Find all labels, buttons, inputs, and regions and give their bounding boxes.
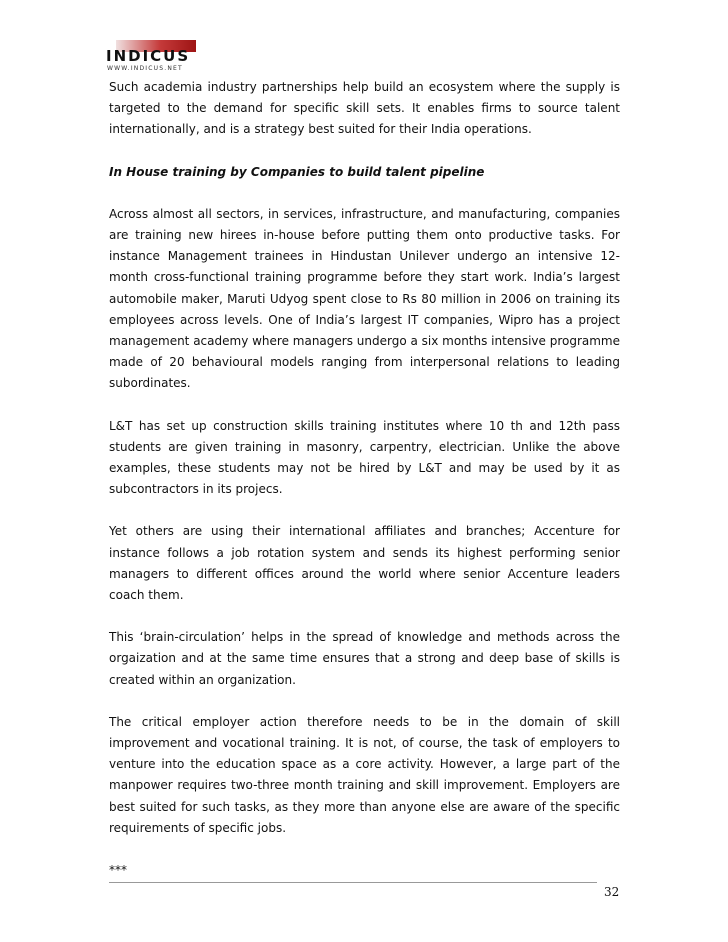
footer-divider: [109, 882, 597, 883]
paragraph-lt-training: L&T has set up construction skills training institutes where 10 th and 12th pass students are given training in masonry, carpentry, electrician. Unlike the above examples, these students may not be hired by L&T and may be used by it as subcontractors in its projecs.: [109, 418, 620, 497]
document-body: [109, 77, 620, 881]
section-heading: In House training by Companies to build talent pipeline: [109, 164, 485, 179]
logo-url: WWW.INDICUS.NET: [107, 65, 183, 72]
logo-name: INDICUS: [106, 47, 191, 65]
paragraph-brain-circulation: This ‘brain-circulation’ helps in the spread of knowledge and methods across the orgaization and at the same time ensures that a strong and deep base of skills is created within an organization.: [109, 630, 620, 687]
end-mark: ***: [109, 863, 127, 878]
paragraph-employer-action: The critical employer action therefore needs to be in the domain of skill improvement and vocational training. It is not, of course, the task of employers to venture into the education space as a core activity. However, a large part of the manpower requires two-three month training and skill improvement. Employers are best suited for such tasks, as they more than anyone else are aware of the specific requirements of specific jobs.: [109, 714, 620, 835]
paragraph-international-affiliates: Yet others are using their international affiliates and branches; Accenture for instance follows a job rotation system and sends its highest performing senior managers to different offices around the world where senior Accenture leaders coach them.: [109, 524, 620, 603]
page-number: 32: [604, 885, 620, 899]
paragraph-in-house-training: Across almost all sectors, in services, infrastructure, and manufacturing, companies are training new hirees in-house before putting them onto productive tasks. For instance Management trainees in Hindustan Unilever undergo an intensive 12-month cross-functional training programme before they start work. India’s largest automobile maker, Maruti Udyog spent close to Rs 80 million in 2006 on training its employees across levels. One of India’s largest IT companies, Wipro has a project management academy where managers undergo a six months intensive programme made of 20 behavioural models ranging from interpersonal relations to leading subordinates.: [109, 206, 620, 391]
paragraph-academia-partnerships: Such academia industry partnerships help build an ecosystem where the supply is targeted to the demand for specific skill sets. It enables firms to source talent internationally, and is a strategy best suited for their India operations.: [109, 80, 620, 137]
indicus-logo: [106, 40, 196, 76]
